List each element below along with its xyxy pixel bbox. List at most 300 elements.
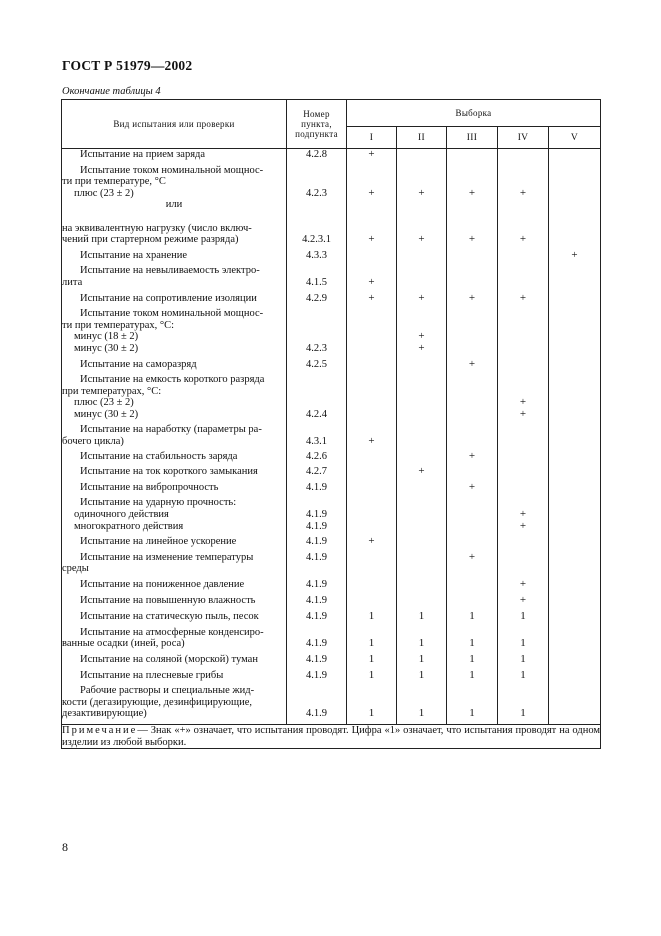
mark-line [447, 211, 497, 223]
sample-mark-3 [447, 293, 498, 309]
table-row [62, 149, 601, 165]
sample-mark-5 [549, 466, 601, 482]
sample-mark-4 [498, 579, 549, 595]
mark-line: + [368, 233, 375, 246]
clause-number [287, 627, 347, 654]
mark-line: 1 [368, 610, 375, 623]
sample-mark-5 [549, 308, 601, 358]
mark-line: + [519, 519, 527, 532]
sample-mark-2 [397, 359, 447, 375]
test-description [62, 165, 287, 250]
mark-line [347, 409, 396, 421]
mark-line [447, 595, 497, 607]
clause-line [287, 331, 346, 343]
table-row [62, 165, 601, 250]
description-line: минус (30 ± 2) [74, 408, 139, 420]
mark-line [549, 536, 600, 548]
mark-line [347, 451, 396, 463]
description-line: ти при температуре, °С [62, 176, 166, 188]
clause-line: 4.1.9 [306, 520, 327, 532]
clause-line: 4.1.9 [306, 638, 327, 650]
test-description [62, 451, 287, 467]
clause-number [287, 685, 347, 724]
mark-line [498, 211, 548, 223]
mark-line: + [519, 508, 527, 521]
sample-mark-5 [549, 579, 601, 595]
sample-mark-5 [549, 670, 601, 686]
description-line [62, 211, 286, 223]
sample-mark-5 [549, 451, 601, 467]
sample-mark-4 [498, 685, 549, 724]
clause-line: 4.1.9 [306, 611, 327, 623]
table-row [62, 424, 601, 450]
mark-line: + [468, 233, 476, 246]
sample-mark-2 [397, 552, 447, 579]
mark-line: + [368, 291, 375, 304]
clause-number [287, 497, 347, 536]
sample-mark-1 [347, 451, 397, 467]
mark-line [397, 149, 446, 161]
sample-mark-3 [447, 627, 498, 654]
col-header-sample: Выборка [347, 100, 601, 127]
mark-line [347, 563, 396, 575]
clause-line [287, 627, 346, 639]
mark-line [498, 343, 548, 355]
clause-line: 4.1.9 [306, 579, 327, 590]
sample-mark-3 [447, 536, 498, 552]
clause-number [287, 536, 347, 552]
clause-number [287, 149, 347, 165]
clause-line: 4.2.3 [306, 187, 327, 199]
description-line: дезактивирующие) [62, 708, 147, 720]
sample-mark-4 [498, 482, 549, 498]
description-line: Испытание на стабильность заряда [80, 450, 238, 462]
clause-line [287, 497, 346, 509]
clause-line [287, 265, 346, 277]
clause-line: 4.1.9 [306, 551, 327, 563]
table-continuation-caption: Окончание таблицы 4 [62, 86, 161, 97]
mark-line [397, 436, 446, 448]
test-description [62, 374, 287, 424]
table-row [62, 685, 601, 724]
description-line: ти при температурах, °С: [62, 319, 174, 331]
sample-mark-1 [347, 482, 397, 498]
mark-line [549, 670, 600, 682]
mark-line: 1 [418, 707, 425, 720]
sample-mark-4 [498, 654, 549, 670]
sample-mark-2 [397, 165, 447, 250]
sample-mark-4 [498, 424, 549, 450]
clause-number [287, 611, 347, 627]
clause-number [287, 579, 347, 595]
sample-mark-5 [549, 165, 601, 250]
table-row [62, 293, 601, 309]
sample-mark-1 [347, 165, 397, 250]
clause-number [287, 308, 347, 358]
sample-mark-3 [447, 149, 498, 165]
sample-mark-5 [549, 627, 601, 654]
mark-line [549, 563, 600, 575]
sample-mark-5 [549, 374, 601, 424]
table-row [62, 627, 601, 654]
table-row [62, 536, 601, 552]
description-line: Испытание на прием заряда [80, 149, 206, 160]
mark-line: + [468, 186, 476, 199]
mark-line: 1 [368, 707, 375, 720]
clause-line: 4.2.8 [306, 149, 327, 160]
mark-line [498, 149, 548, 161]
mark-line [397, 521, 446, 533]
mark-line [447, 409, 497, 421]
sample-mark-4 [498, 149, 549, 165]
mark-line [549, 685, 600, 697]
description-line: Испытание на линейное ускорение [80, 536, 237, 548]
mark-line: 1 [368, 637, 375, 650]
description-line: Рабочие растворы и специальные жид- [80, 685, 255, 697]
mark-line [549, 308, 600, 320]
table-row [62, 359, 601, 375]
table-row [62, 497, 601, 536]
mark-line [397, 579, 446, 591]
table-row [62, 670, 601, 686]
test-description [62, 595, 287, 612]
sample-mark-2 [397, 685, 447, 724]
sample-mark-5 [549, 552, 601, 579]
mark-line [347, 482, 396, 494]
mark-line [347, 685, 396, 697]
mark-line [397, 359, 446, 371]
clause-line: 4.1.9 [306, 669, 327, 681]
description-line: Испытание током номинальной мощнос- [80, 308, 264, 320]
sample-mark-5 [549, 685, 601, 724]
mark-line: 1 [368, 668, 375, 681]
sample-mark-1 [347, 670, 397, 686]
col-header-sample-3: III [447, 127, 498, 149]
mark-line: + [368, 535, 375, 548]
table-note [62, 724, 601, 748]
clause-number [287, 482, 347, 498]
sample-mark-5 [549, 595, 601, 612]
mark-line [397, 509, 446, 521]
clause-line: 4.2.3 [306, 342, 327, 354]
mark-line [397, 211, 446, 223]
sample-mark-5 [549, 536, 601, 552]
description-line: Испытание на наработку (параметры ра- [80, 424, 262, 436]
sample-mark-3 [447, 424, 498, 450]
mark-line: 1 [469, 610, 475, 623]
clause-line [287, 697, 346, 709]
mark-line [347, 343, 396, 355]
col-header-sample-2: II [397, 127, 447, 149]
mark-line: 1 [469, 707, 475, 720]
description-line: Испытание на ток короткого замыкания [80, 466, 258, 478]
description-line: Испытание на невыливаемость электро- [80, 265, 260, 277]
sample-mark-4 [498, 293, 549, 309]
test-description [62, 579, 287, 595]
mark-line [397, 277, 446, 289]
table-row [62, 654, 601, 670]
mark-line: + [468, 291, 476, 304]
mark-line: + [368, 435, 375, 448]
description-line: Испытание на повышенную влажность [80, 594, 256, 606]
sample-mark-2 [397, 424, 447, 450]
sample-mark-4 [498, 536, 549, 552]
mark-line [549, 611, 600, 623]
table-row [62, 451, 601, 467]
description-line: Испытание на плесневые грибы [80, 669, 224, 681]
sample-mark-2 [397, 611, 447, 627]
clause-line: 4.1.9 [306, 594, 327, 606]
mark-line [549, 595, 600, 607]
mark-line [549, 293, 600, 305]
sample-mark-2 [397, 308, 447, 358]
mark-line: 1 [520, 668, 526, 681]
sample-mark-1 [347, 359, 397, 375]
sample-mark-3 [447, 265, 498, 292]
mark-line: + [368, 148, 375, 160]
sample-mark-2 [397, 627, 447, 654]
test-description [62, 654, 287, 670]
sample-mark-4 [498, 165, 549, 250]
clause-line [287, 320, 346, 332]
sample-mark-3 [447, 374, 498, 424]
clause-number [287, 466, 347, 482]
mark-line: + [418, 465, 425, 478]
mark-line [498, 359, 548, 371]
sample-mark-1 [347, 595, 397, 612]
sample-mark-2 [397, 293, 447, 309]
description-line: минус (30 ± 2) [74, 342, 139, 354]
mark-line: 1 [469, 668, 475, 681]
test-description [62, 466, 287, 482]
clause-line: 4.2.6 [306, 450, 327, 462]
test-description [62, 149, 287, 165]
test-description [62, 293, 287, 309]
mark-line [498, 436, 548, 448]
sample-mark-1 [347, 579, 397, 595]
sample-mark-1 [347, 536, 397, 552]
mark-line [498, 563, 548, 575]
mark-line [397, 482, 446, 494]
document-title: ГОСТ Р 51979—2002 [62, 58, 193, 73]
mark-line: + [519, 233, 527, 246]
mark-line [447, 563, 497, 575]
clause-line [287, 211, 346, 223]
mark-line [347, 250, 396, 262]
sample-mark-5 [549, 654, 601, 670]
sample-mark-4 [498, 451, 549, 467]
mark-line [397, 451, 446, 463]
sample-mark-1 [347, 552, 397, 579]
col-header-sample-4: IV [498, 127, 549, 149]
clause-line: 4.2.5 [306, 358, 327, 370]
page-number: 8 [62, 840, 68, 854]
description-line: Испытание на вибропрочность [80, 481, 219, 493]
mark-line [549, 579, 600, 591]
col-header-sample-1: I [347, 127, 397, 149]
sample-mark-3 [447, 497, 498, 536]
mark-line [397, 308, 446, 320]
mark-line [447, 685, 497, 697]
clause-line [287, 223, 346, 235]
sample-mark-4 [498, 595, 549, 612]
description-line: или [165, 199, 183, 211]
mark-line [447, 374, 497, 386]
table-row [62, 374, 601, 424]
description-line: лита [62, 276, 83, 288]
table-row [62, 466, 601, 482]
mark-line: + [418, 341, 425, 354]
mark-line [447, 521, 497, 533]
table-row [62, 552, 601, 579]
description-line: плюс (23 ± 2) [74, 397, 134, 409]
description-line: одиночного действия [74, 509, 169, 521]
sample-mark-1 [347, 424, 397, 450]
mark-line [447, 277, 497, 289]
sample-mark-5 [549, 250, 601, 266]
clause-line: 4.1.9 [306, 536, 327, 548]
clause-line: 4.2.4 [306, 408, 327, 420]
sample-mark-2 [397, 149, 447, 165]
mark-line: + [468, 357, 476, 370]
sample-mark-5 [549, 293, 601, 309]
sample-mark-3 [447, 359, 498, 375]
mark-line [447, 343, 497, 355]
mark-line [549, 509, 600, 521]
sample-mark-3 [447, 579, 498, 595]
sample-mark-2 [397, 595, 447, 612]
mark-line [549, 149, 600, 161]
mark-line: 1 [418, 610, 425, 623]
clause-line [287, 176, 346, 188]
test-description [62, 250, 287, 266]
mark-line [549, 436, 600, 448]
mark-line [397, 595, 446, 607]
sample-mark-2 [397, 374, 447, 424]
clause-line: 4.1.9 [306, 653, 327, 665]
test-description [62, 552, 287, 579]
mark-line [447, 250, 497, 262]
sample-mark-2 [397, 670, 447, 686]
test-matrix-table [61, 99, 601, 749]
sample-mark-4 [498, 670, 549, 686]
mark-line: + [519, 396, 527, 409]
mark-line [549, 482, 600, 494]
description-line: Испытание на саморазряд [80, 358, 197, 370]
mark-line [397, 563, 446, 575]
description-line: Испытание на ударную прочность: [80, 497, 237, 509]
sample-mark-1 [347, 308, 397, 358]
mark-line [498, 451, 548, 463]
sample-mark-4 [498, 250, 549, 266]
mark-line: + [519, 593, 527, 606]
table-row [62, 579, 601, 595]
test-description [62, 359, 287, 375]
mark-line: 1 [418, 652, 425, 665]
mark-line [447, 149, 497, 161]
table-row [62, 482, 601, 498]
test-description [62, 424, 287, 450]
sample-mark-4 [498, 497, 549, 536]
description-line: Испытание на сопротивление изоляции [80, 292, 257, 304]
clause-number [287, 595, 347, 612]
mark-line [549, 374, 600, 386]
clause-line: 4.1.9 [306, 481, 327, 493]
mark-line: + [468, 480, 476, 493]
test-description [62, 670, 287, 686]
table-row [62, 595, 601, 612]
table-row [62, 250, 601, 266]
mark-line [397, 536, 446, 548]
description-line: чений при стартерном режиме разряда) [62, 234, 239, 246]
sample-mark-1 [347, 685, 397, 724]
clause-line [287, 563, 346, 575]
description-line: Испытание на статическую пыль, песок [80, 611, 259, 623]
mark-line [549, 359, 600, 371]
sample-mark-3 [447, 451, 498, 467]
sample-mark-3 [447, 654, 498, 670]
description-line: среды [62, 563, 89, 575]
description-line: Испытание на хранение [80, 249, 188, 261]
mark-line: + [519, 291, 527, 304]
description-line: Испытание на соляной (морской) туман [80, 653, 258, 665]
mark-line [447, 308, 497, 320]
sample-mark-5 [549, 265, 601, 292]
mark-line [498, 536, 548, 548]
note-text: — Знак «+» означает, что испытания проводят. Цифра «1» означает, что испытания проводят на одном изделии из любой выборки. [62, 724, 601, 748]
description-line: кости (дегазирующие, дезинфицирующие, [62, 696, 252, 708]
mark-line: + [368, 275, 375, 288]
sample-mark-1 [347, 374, 397, 424]
sample-mark-1 [347, 654, 397, 670]
sample-mark-3 [447, 308, 498, 358]
description-line: минус (18 ± 2) [74, 331, 139, 343]
clause-line: 4.3.1 [306, 436, 327, 448]
sample-mark-2 [397, 265, 447, 292]
mark-line: 1 [469, 637, 475, 650]
description-line: Испытание током номинальной мощнос- [80, 164, 264, 176]
sample-mark-4 [498, 308, 549, 358]
sample-mark-1 [347, 627, 397, 654]
clause-number [287, 424, 347, 450]
clause-line: 4.3.3 [306, 249, 327, 261]
mark-line [447, 536, 497, 548]
clause-number [287, 359, 347, 375]
clause-number [287, 250, 347, 266]
mark-line: 1 [418, 637, 425, 650]
clause-number [287, 654, 347, 670]
sample-mark-4 [498, 466, 549, 482]
table-row [62, 611, 601, 627]
test-description [62, 685, 287, 724]
mark-line [347, 509, 396, 521]
col-header-clause: Номер пункта, подпункта [287, 100, 347, 149]
clause-number [287, 552, 347, 579]
sample-mark-1 [347, 497, 397, 536]
clause-line: 4.2.7 [306, 466, 327, 478]
sample-mark-1 [347, 293, 397, 309]
sample-mark-2 [397, 579, 447, 595]
clause-number [287, 165, 347, 250]
clause-line: 4.2.3.1 [302, 234, 331, 246]
mark-line [447, 436, 497, 448]
mark-line [447, 579, 497, 591]
mark-line: 1 [469, 652, 475, 665]
clause-line [287, 308, 346, 320]
mark-line: + [519, 407, 527, 420]
sample-mark-4 [498, 359, 549, 375]
mark-line [397, 409, 446, 421]
